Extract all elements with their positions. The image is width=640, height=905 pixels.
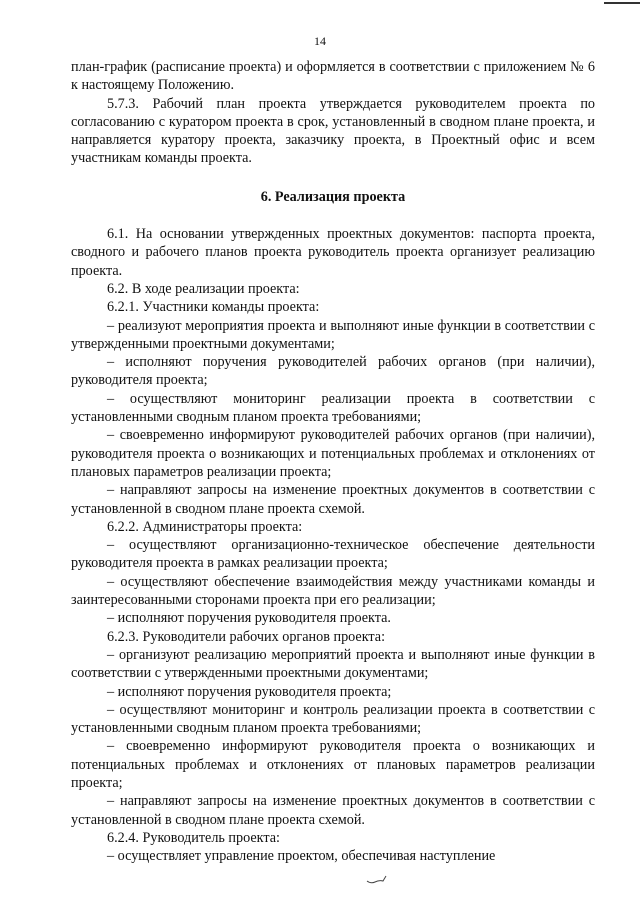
list-item: – осуществляют мониторинг реализации проекта в соответствии с установленными сводным планом проекта требованиями; [71,390,595,426]
list-item: – осуществляют обеспечение взаимодействия между участниками команды и заинтересованными сторонами проекта при его реализации; [71,573,595,609]
page-body [71,58,595,865]
section-6-body [71,225,595,865]
list-item: – исполняют поручения руководителя проекта. [107,610,391,627]
list-item: – осуществляют организационно-техническое обеспечение деятельности руководителя проекта в рамках реализации проекта; [71,537,595,572]
list-item: – организуют реализацию мероприятий проекта и выполняют иные функции в соответствии с утвержденными проектными документами; [71,646,595,682]
scan-edge-mark [604,2,640,4]
list-item: – осуществляют мониторинг и контроль реализации проекта в соответствии с установленными сводным планом проекта требованиями; [71,701,595,737]
paragraph: план-график (расписание проекта) и оформляется в соответствии с приложением № 6 к настоящему Положению. [71,59,595,94]
paragraph: 6.1. На основании утвержденных проектных документов: паспорта проекта, сводного и рабочего планов проекта руководитель проекта организует реализацию проекта. [71,226,595,279]
paragraph: 6.2. В ходе реализации проекта: [107,280,300,297]
list-item: – своевременно информируют руководителя проекта о возникающих и потенциальных проблемах и отклонениях от плановых параметров реализации проекта; [71,738,595,791]
list-item: – исполняют поручения руководителя проекта; [107,683,392,700]
paragraph: 6.2.2. Администраторы проекта: [107,518,303,535]
section-5-continuation [71,58,595,168]
list-item: – направляют запросы на изменение проектных документов в соответствии с установленной в сводном плане проекта схемой. [71,482,595,517]
list-item: – своевременно информируют руководителей рабочих органов (при наличии), руководителя проекта о возникающих и потенциальных проблемах и отклонениях от плановых параметров реализации проекта; [71,427,595,480]
handwritten-mark [365,874,389,886]
paragraph: 6.2.4. Руководитель проекта: [107,829,280,846]
paragraph: 6.2.3. Руководители рабочих органов проекта: [107,628,386,645]
page-number: 14 [314,34,326,48]
list-item: – исполняют поручения руководителей рабочих органов (при наличии), руководителя проекта; [71,354,595,389]
paragraph: 5.7.3. Рабочий план проекта утверждается руководителем проекта по согласованию с куратором проекта в срок, установленный в сводном плане проекта, и направляется куратору проекта, заказчику проекта, в Проектный офис и всем участникам команды проекта. [71,95,595,167]
list-item: – осуществляет управление проектом, обеспечивая наступление [107,848,496,865]
list-item: – реализуют мероприятия проекта и выполняют иные функции в соответствии с утвержденными проектными документами; [71,317,595,352]
paragraph: 6.2.1. Участники команды проекта: [107,299,320,316]
section-heading: 6. Реализация проекта [260,188,406,205]
list-item: – направляют запросы на изменение проектных документов в соответствии с установленной в сводном плане проекта схемой. [71,793,595,828]
